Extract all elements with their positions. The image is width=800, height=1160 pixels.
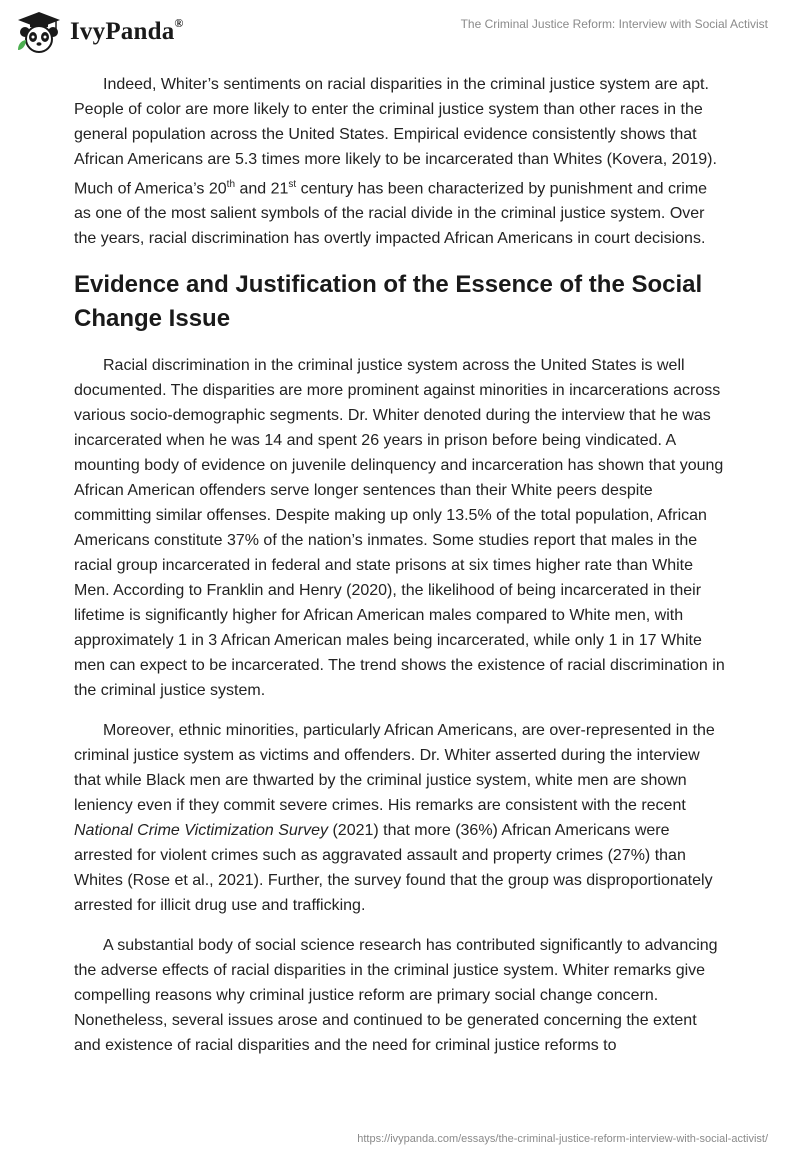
section-heading: Evidence and Justification of the Essence of the Social Change Issue: [74, 271, 703, 333]
paragraph-3: Moreover, ethnic minorities, particularly African Americans, are over-represented in the criminal justice system as victims and offenders. Dr. Whiter asserted during the interview that while Black men are thwarted by the criminal justice system, white men are shown leniency even if they commit severe crimes. His remarks are consistent with the recent National Crime Victimization Survey (2021) that more (36%) African Americans were arrested for violent crimes such as aggravated assault and property crimes (27%) than Whites (Rose et al., 2021). Further, the survey found that the group was disproportionately arrested for illicit drug use and trafficking.: [74, 722, 715, 915]
paragraph-1: Indeed, Whiter’s sentiments on racial disparities in the criminal justice system are apt. People of color are more likely to enter the criminal justice system than other races in the general population across the United States. Empirical evidence consistently shows that African Americans are 5.3 times more likely to be incarcerated than Whites (Kovera, 2019). Much of America’s 20th and 21st century has been characterized by punishment and crime as one of the most salient symbols of the racial divide in the criminal justice system. Over the years, racial discrimination has overtly impacted African Americans in court decisions.: [74, 76, 717, 248]
essay-content: [74, 72, 726, 1073]
ivypanda-logo[interactable]: [14, 10, 184, 54]
source-url[interactable]: https://ivypanda.com/essays/the-criminal-justice-reform-interview-with-social-activist/: [357, 1133, 768, 1145]
paragraph-2: Racial discrimination in the criminal justice system across the United States is well documented. The disparities are more prominent against minorities in incarcerations across various socio-demographic segments. Dr. Whiter denoted during the interview that he was incarcerated when he was 14 and spent 26 years in prison before being vindicated. A mounting body of evidence on juvenile delinquency and incarceration has shown that young African American offenders serve longer sentences than their White peers despite committing similar offenses. Despite making up only 13.5% of the total population, African Americans constitute 37% of the nation’s inmates. Some studies report that males in the racial group incarcerated in federal and state prisons at six times higher rate than White Men. According to Franklin and Henry (2020), the likelihood of being incarcerated in their lifetime is significantly higher for African American males compared to White men, with approximately 1 in 3 African American males being incarcerated, while only 1 in 17 White men can expect to be incarcerated. The trend shows the existence of racial discrimination in the criminal justice system.: [74, 357, 725, 700]
panda-graduate-icon: [14, 10, 64, 54]
document-title: The Criminal Justice Reform: Interview with Social Activist: [460, 17, 768, 31]
brand-name: IvyPanda®: [70, 16, 184, 45]
survey-title: National Crime Victimization Survey: [74, 822, 329, 840]
registered-mark: ®: [174, 16, 184, 30]
paragraph-4: A substantial body of social science research has contributed significantly to advancing the adverse effects of racial disparities in the criminal justice system. Whiter remarks give compelling reasons why criminal justice reform are primary social change concern. Nonetheless, several issues arose and continued to be generated concerning the extent and existence of racial disparities and the need for criminal justice reforms to: [74, 937, 718, 1055]
page-header: [0, 0, 800, 64]
